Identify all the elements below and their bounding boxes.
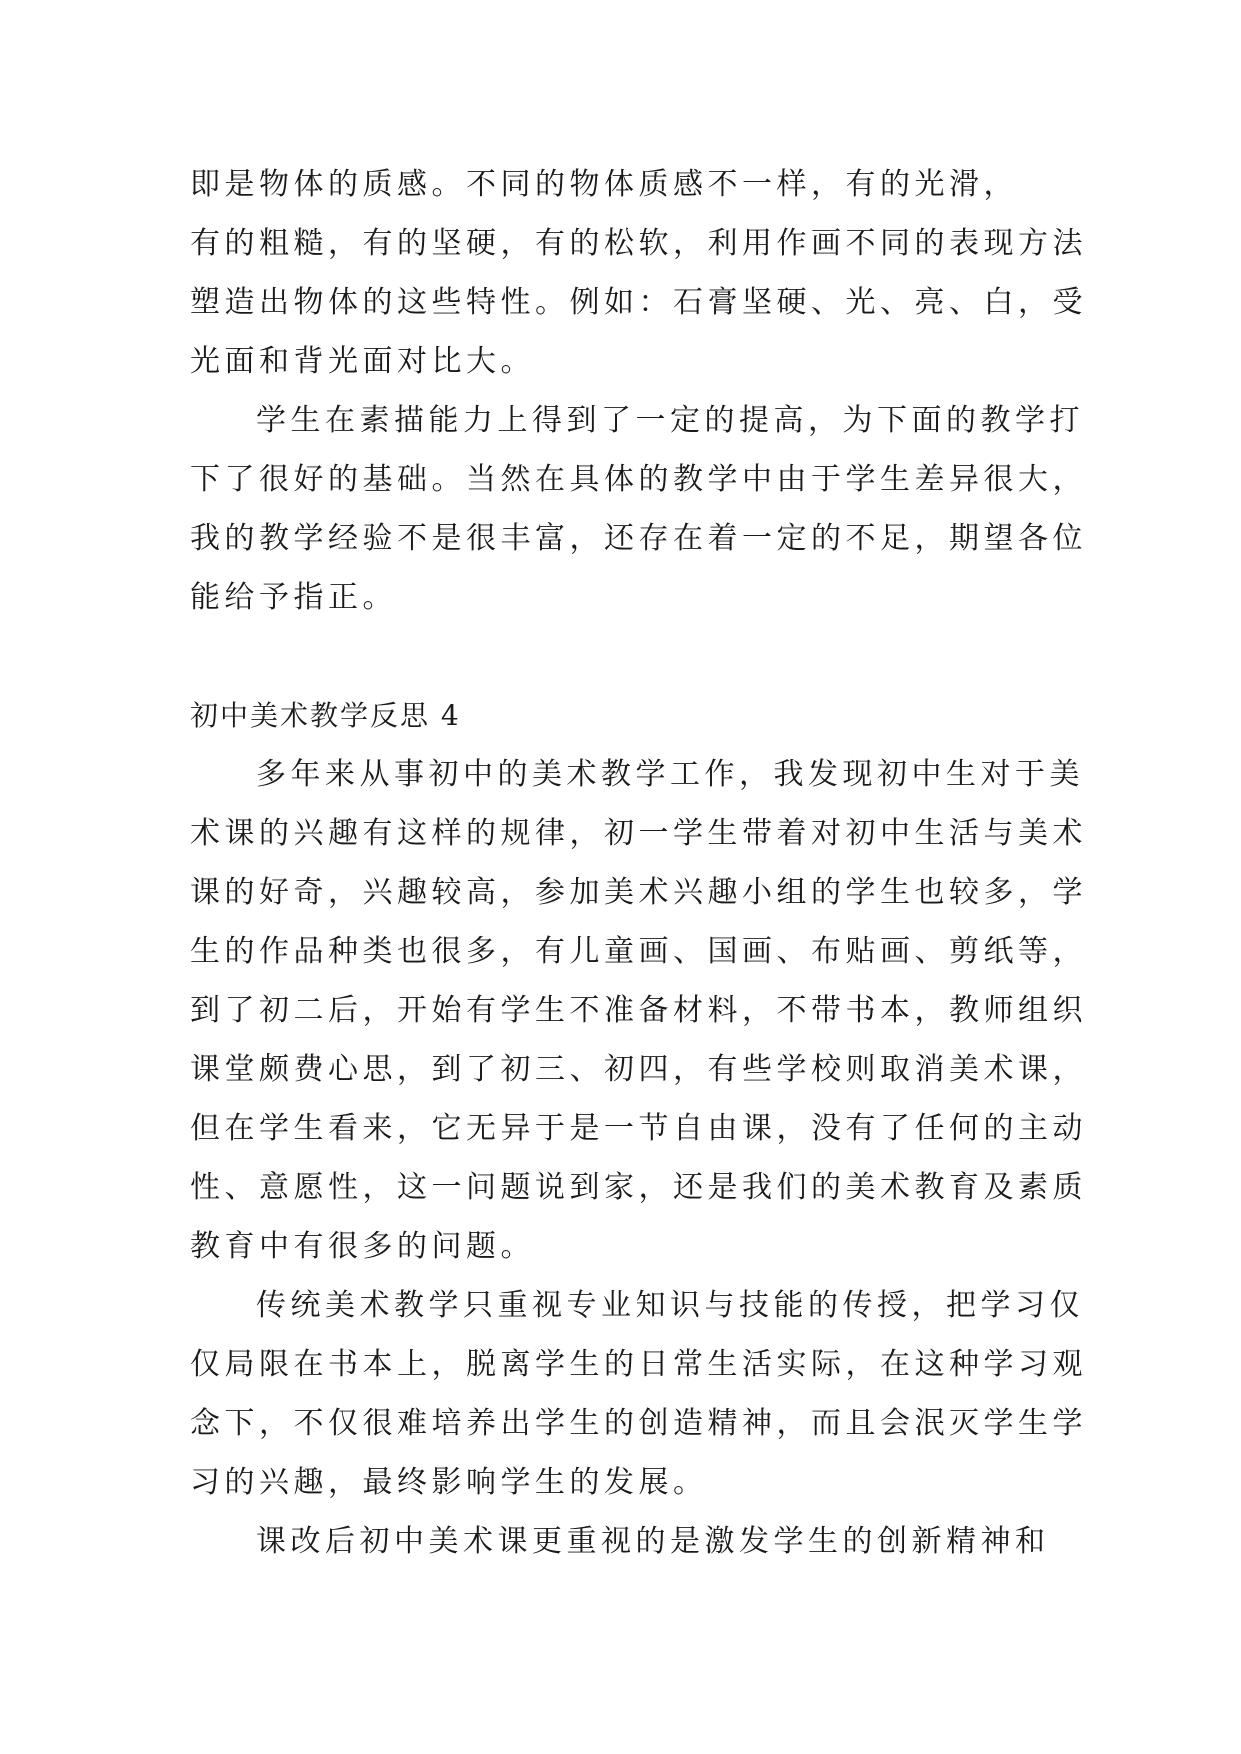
text-line: 念下，不仅很难培养出学生的创造精神，而且会泯灭学生学 xyxy=(190,1406,1087,1441)
text-line: 性、意愿性，这一问题说到家，还是我们的美术教育及素质 xyxy=(190,1170,1087,1205)
section-heading: 初中美术教学反思 4 xyxy=(190,699,461,732)
text-line: 下了很好的基础。当然在具体的教学中由于学生差异很大， xyxy=(190,462,1087,497)
section-gap xyxy=(190,627,1050,686)
text-line: 传统美术教学只重视专业知识与技能的传授，把学习仅 xyxy=(256,1288,1084,1323)
text-line: 术课的兴趣有这样的规律，初一学生带着对初中生活与美术 xyxy=(190,816,1087,851)
text-line: 但在学生看来，它无异于是一节自由课，没有了任何的主动 xyxy=(190,1111,1087,1146)
text-line: 课改后初中美术课更重视的是激发学生的创新精神和 xyxy=(256,1524,1050,1559)
text-line: 多年来从事初中的美术教学工作，我发现初中生对于美 xyxy=(256,757,1084,792)
paragraph-1 xyxy=(190,155,1087,391)
text-line: 课堂颇费心思，到了初三、初四，有些学校则取消美术课， xyxy=(190,1052,1087,1087)
paragraph-3 xyxy=(190,745,1087,1276)
paragraph-2 xyxy=(190,391,1087,627)
text-line: 到了初二后，开始有学生不准备材料，不带书本，教师组织 xyxy=(190,993,1087,1028)
text-line: 习的兴趣，最终影响学生的发展。 xyxy=(190,1465,708,1500)
text-line: 教育中有很多的问题。 xyxy=(190,1229,535,1264)
text-line: 学生在素描能力上得到了一定的提高，为下面的教学打 xyxy=(256,403,1084,438)
paragraph-4 xyxy=(190,1276,1087,1512)
paragraph-5 xyxy=(190,1512,1050,1571)
text-line: 光面和背光面对比大。 xyxy=(190,344,535,379)
text-line: 能给予指正。 xyxy=(190,580,397,615)
text-line: 即是物体的质感。不同的物体质感不一样，有的光滑， xyxy=(190,167,1018,202)
text-line: 有的粗糙，有的坚硬，有的松软，利用作画不同的表现方法 xyxy=(190,226,1087,261)
document-page xyxy=(190,155,1087,1571)
text-line: 仅局限在书本上，脱离学生的日常生活实际，在这种学习观 xyxy=(190,1347,1087,1382)
text-line: 塑造出物体的这些特性。例如：石膏坚硬、光、亮、白，受 xyxy=(190,285,1087,320)
text-line: 课的好奇，兴趣较高，参加美术兴趣小组的学生也较多，学 xyxy=(190,875,1087,910)
text-line: 我的教学经验不是很丰富，还存在着一定的不足，期望各位 xyxy=(190,521,1087,556)
text-line: 生的作品种类也很多，有儿童画、国画、布贴画、剪纸等， xyxy=(190,934,1087,969)
